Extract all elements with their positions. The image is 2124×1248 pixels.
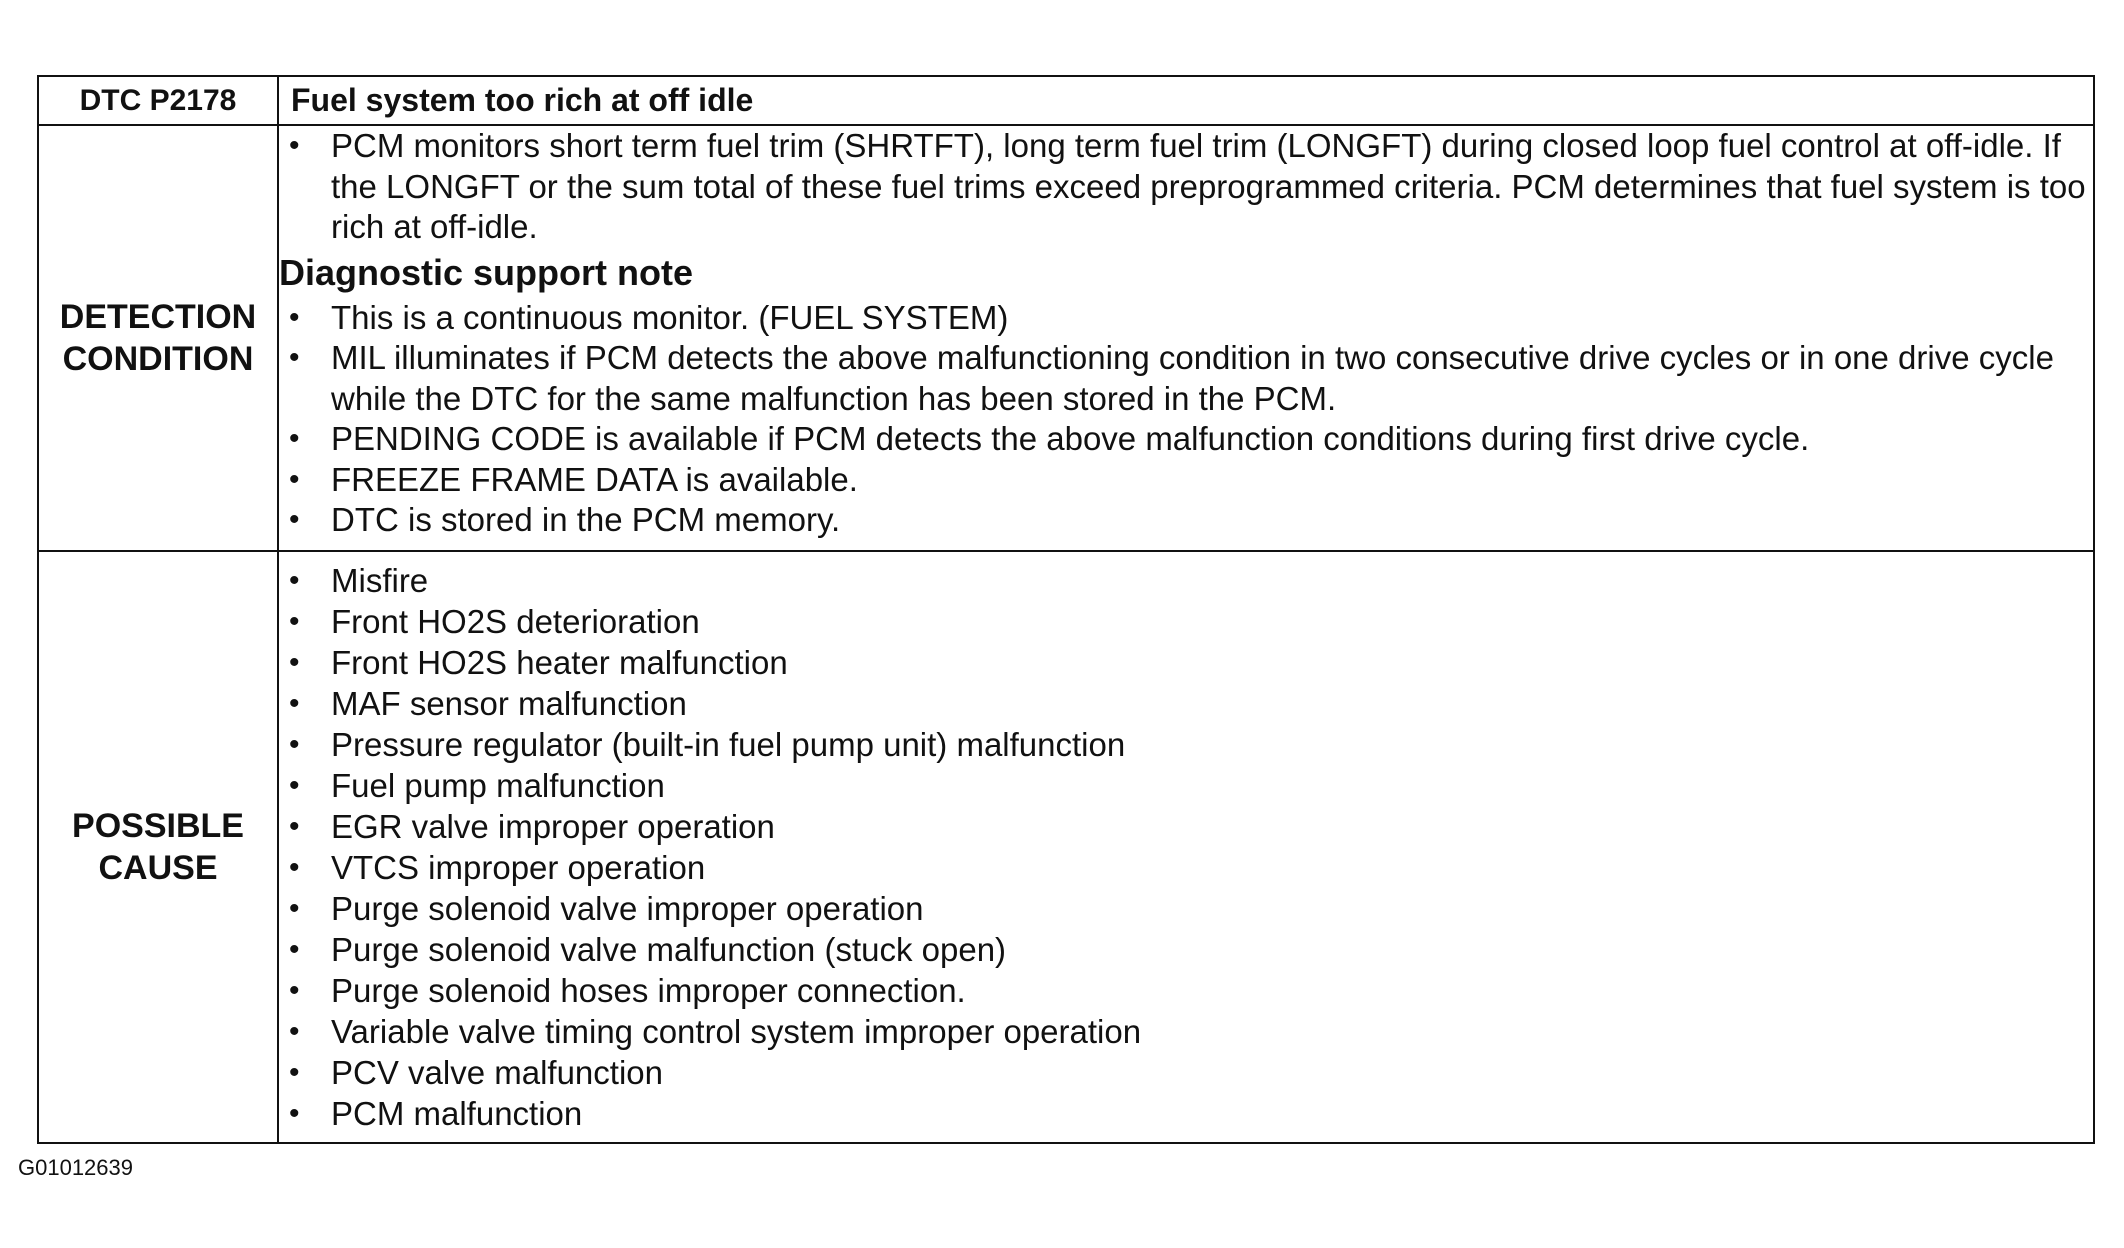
bullet-icon: • — [289, 564, 300, 597]
list-item — [279, 1052, 2093, 1093]
cause-bullet-text: Front HO2S deterioration — [331, 603, 700, 640]
cause-bullet-text: Purge solenoid valve improper operation — [331, 890, 924, 927]
bullet-icon: • — [289, 422, 300, 455]
cause-bullet-text: VTCS improper operation — [331, 849, 706, 886]
detection-condition-row — [38, 125, 2094, 551]
bullet-icon: • — [289, 341, 300, 374]
cause-bullet-text: Purge solenoid hoses improper connection. — [331, 972, 966, 1009]
bullet-icon: • — [289, 462, 300, 496]
cause-bullet-text: Purge solenoid valve malfunction (stuck open) — [331, 931, 1007, 968]
dtc-title: Fuel system too rich at off idle — [278, 76, 2094, 125]
note-bullet-text: PENDING CODE is available if PCM detects the above malfunction conditions during first drive cycle. — [331, 420, 1810, 457]
note-bullet-text: FREEZE FRAME DATA is available. — [331, 460, 858, 498]
bullet-icon: • — [289, 974, 300, 1007]
bullet-icon: • — [289, 810, 300, 843]
list-item — [279, 560, 2093, 601]
cause-bullet-text: Variable valve timing control system improper operation — [331, 1013, 1142, 1050]
list-item — [279, 970, 2093, 1011]
list-item — [279, 338, 2093, 419]
dtc-table — [37, 75, 2095, 1144]
bullet-icon: • — [289, 851, 300, 884]
cause-bullet-text: Pressure regulator (built-in fuel pump unit) malfunction — [331, 726, 1126, 763]
detection-bullets — [279, 126, 2093, 248]
cause-bullet-text: PCV valve malfunction — [331, 1054, 663, 1091]
detection-condition-label — [38, 125, 278, 551]
list-item — [279, 806, 2093, 847]
bullet-icon: • — [289, 892, 300, 925]
cause-bullet-text: MAF sensor malfunction — [331, 685, 687, 722]
list-item — [279, 683, 2093, 724]
cause-bullet-text: Fuel pump malfunction — [331, 767, 665, 804]
detection-condition-content — [278, 125, 2094, 551]
cause-bullets — [279, 560, 2093, 1134]
detection-bullet-text: PCM monitors short term fuel trim (SHRTFT), long term fuel trim (LONGFT) during closed loop fuel control at off-idle. If the LONGFT or the sum total of these fuel trims exceed preprogrammed criteria. PCM determines that fuel system is too rich at off-idle. — [331, 127, 2086, 245]
bullet-icon: • — [289, 1097, 300, 1130]
list-item — [279, 724, 2093, 765]
note-bullet-text: MIL illuminates if PCM detects the above malfunctioning condition in two consecutive drive cycles or in one drive cycle while the DTC for the same malfunction has been stored in the PCM. — [331, 339, 2054, 417]
cause-bullet-text: Misfire — [331, 562, 429, 599]
possible-cause-label — [38, 551, 278, 1143]
diagnostic-support-note-heading: Diagnostic support note — [279, 251, 693, 293]
list-item — [279, 1011, 2093, 1052]
list-item — [279, 1093, 2093, 1134]
detection-label-line2: CONDITION — [62, 340, 254, 378]
list-item — [279, 601, 2093, 642]
bullet-icon: • — [289, 687, 300, 720]
bullet-icon: • — [289, 129, 300, 162]
table-header-row — [38, 76, 2094, 125]
bullet-icon: • — [289, 646, 300, 679]
list-item — [279, 888, 2093, 929]
bullet-icon: • — [289, 1015, 300, 1048]
cause-label-line2: CAUSE — [98, 849, 218, 887]
list-item — [279, 847, 2093, 888]
bullet-icon: • — [289, 728, 300, 761]
list-item — [279, 126, 2093, 248]
list-item — [279, 929, 2093, 970]
bullet-icon: • — [289, 933, 300, 966]
list-item — [279, 419, 2093, 460]
detection-label-line1: DETECTION — [59, 298, 257, 336]
list-item — [279, 765, 2093, 806]
cause-label-line1: POSSIBLE — [72, 807, 244, 845]
list-item — [279, 642, 2093, 683]
bullet-icon: • — [289, 605, 300, 638]
dtc-code: DTC P2178 — [38, 76, 278, 125]
possible-cause-content — [278, 551, 2094, 1143]
note-bullet-text: This is a continuous monitor. (FUEL SYSTEM) — [331, 298, 1009, 336]
note-bullet-text: DTC is stored in the PCM memory. — [331, 501, 841, 538]
bullet-icon: • — [289, 1056, 300, 1089]
list-item — [279, 500, 2093, 541]
list-item — [279, 460, 2093, 501]
bullet-icon: • — [289, 769, 300, 802]
figure-id: G01012639 — [18, 1155, 133, 1180]
cause-bullet-text: EGR valve improper operation — [331, 808, 775, 845]
cause-bullet-text: PCM malfunction — [331, 1095, 583, 1132]
bullet-icon: • — [289, 300, 300, 334]
cause-bullet-text: Front HO2S heater malfunction — [331, 644, 788, 681]
diagnostic-note-bullets — [279, 298, 2093, 541]
list-item — [279, 298, 2093, 339]
bullet-icon: • — [289, 503, 300, 536]
possible-cause-row — [38, 551, 2094, 1143]
